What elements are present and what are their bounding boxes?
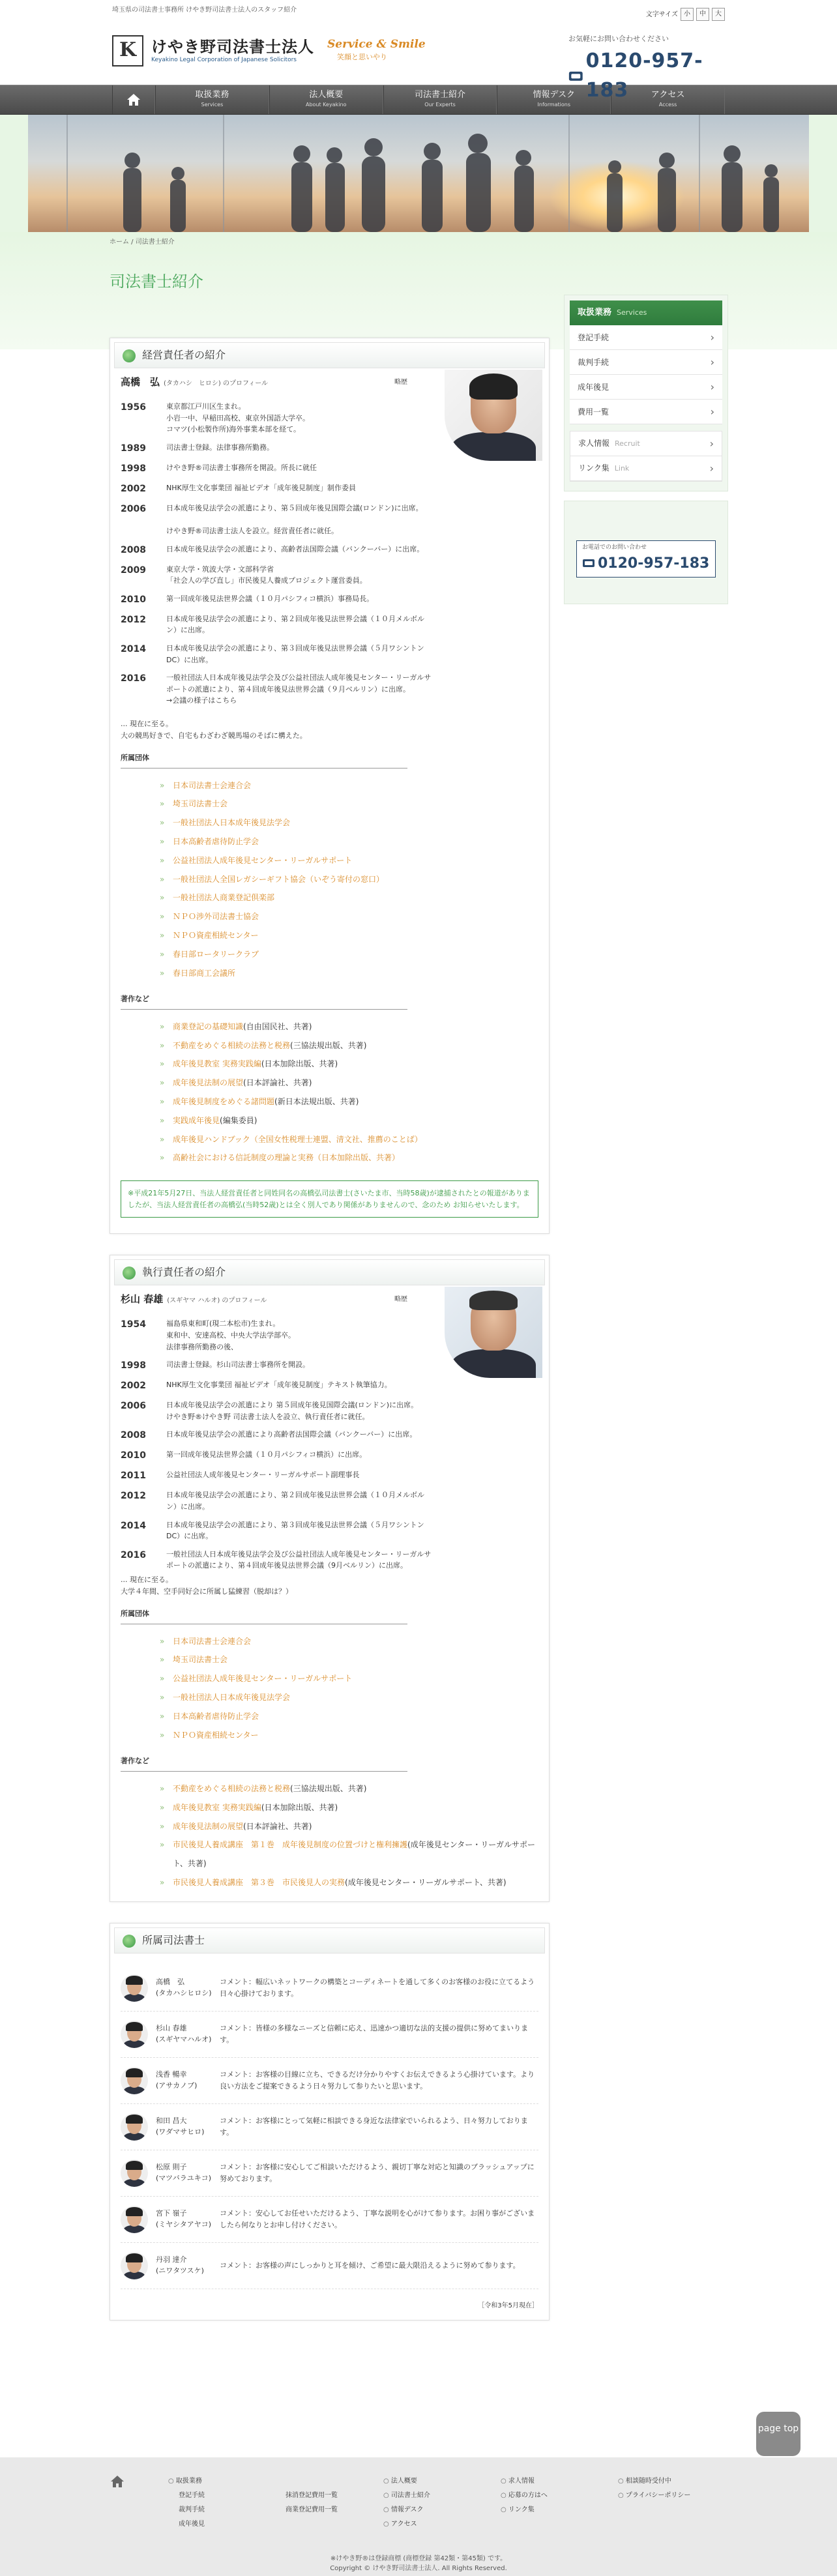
contact-label: お気軽にお問い合わせください [568,35,669,43]
breadcrumb[interactable]: ホーム / 司法書士紹介 [110,239,175,246]
pub-publisher: (三協法規出版、共著) [290,1783,367,1793]
staff-date: ［令和3年5月現在］ [478,2302,538,2309]
side-item-links[interactable]: リンク集 Link › [570,456,722,481]
timeline-text: NHK厚生文化事業団 福祉ビデオ「成年後見制度」テキスト執筆協力。 [166,1381,392,1390]
footer-link[interactable]: ○ 取扱業務 [168,2474,266,2489]
timeline-text: 一般社団法人日本成年後見法学会及び公益社団法人成年後見センター・リーガルサポートの派遣により、第４回成年後見法世界会議（９月ベルリン）に出席。 →会議の様子はこちら [166,673,432,705]
footer-link[interactable]: ○ 情報デスク [383,2503,481,2517]
pub-publisher: (成年後見センター・リーガルサポート、共著) [173,1840,535,1869]
nav-services[interactable]: 取扱業務 Services [155,85,269,114]
timeline-year: 2008 [121,1430,146,1441]
timeline-year: 2012 [121,614,146,625]
hero-banner [0,115,837,232]
staff-name [156,2116,214,2137]
pub-title[interactable]: 商業登記の基礎知識 [173,1021,244,1031]
nav-experts[interactable]: 司法書士紹介 Our Experts [383,85,497,114]
section-title: 所属司法書士 [114,1927,545,1954]
footer-link[interactable]: 商業登記費用一覧 [286,2506,338,2513]
timeline-text: 日本成年後見法学会の派遣により、第３回成年後見法世界会議（５月ワシントンDC）に出席。 [166,1520,424,1541]
staff-avatar [121,2113,148,2141]
org-item[interactable]: » 一般社団法人全国レガシーギフト協会（いぞう寄付の窓口） [160,870,538,889]
header-phone[interactable]: 0120-957-183 [568,46,725,105]
staff-reading: (マツバラユキコ) [156,2173,212,2182]
profile-photo [445,1287,542,1378]
staff-name [156,2162,214,2184]
org-item[interactable]: » 春日部ロータリークラブ [160,945,538,964]
footer-link[interactable]: ○ 法人概要 [383,2474,481,2489]
slogan-en: Service & Smile [327,38,426,51]
profile-brief-label: 略歴 [394,1296,407,1304]
profile-name: 杉山 春雄 [121,1293,164,1306]
footer-link[interactable]: ○ プライバシーポリシー [618,2489,722,2503]
pub-title[interactable]: 不動産をめぐる相続の法務と税務 [173,1040,291,1050]
pub-publisher: (成年後見センター・リーガルサポート、共著) [345,1877,507,1887]
pubs-label: 著作など [121,994,407,1010]
staff-comment: コメント：安心してお任せいただけるよう、丁寧な説明を心がけて参ります。お困り事がございましたら何なりとお申し付けください。 [220,2209,535,2229]
timeline-year: 2002 [121,1381,146,1392]
pub-publisher: (日本加除出版、共著) [261,1059,338,1069]
section-executive [110,1255,550,1901]
staff-name-text: 松原 則子 [156,2163,187,2172]
pub-item[interactable] [160,1798,538,1817]
staff-avatar [121,2067,148,2094]
staff-comment: コメント：皆様の多様なニーズと信頼に応え、迅速かつ適切な法的支援の提供に努めてまいります。 [220,2024,529,2044]
timeline-text: 司法書士登録。法律事務所勤務。 [166,443,274,452]
timeline-text: 日本成年後見法学会の派遣により高齢者法国際会議（バンクーバー）に出席。 [166,1430,417,1439]
timeline-year: 2016 [121,1549,146,1560]
timeline-text: 第一回成年後見法世界会議（１０月パシフィコ横浜）に出席。 [166,1450,367,1459]
pub-item[interactable] [160,1017,538,1036]
staff-row [121,2012,538,2058]
pub-title[interactable]: 成年後見法制の展望 [173,1078,244,1088]
side-item-registration[interactable]: 登記手続 › [570,325,722,350]
timeline-text: 日本成年後見法学会の派遣により、第２回成年後見法世界会議（１０月メルボルン）に出席。 [166,1491,424,1511]
timeline-text: 日本成年後見法学会の派遣により、第３回成年後見法世界会議（５月ワシントンDC）に出席。 [166,643,424,664]
staff-avatar [121,1974,148,2002]
site-name-en: Keyakino Legal Corporation of Japanese Solicitors [151,57,297,63]
staff-name-text: 浅香 暢幸 [156,2070,187,2079]
sidebar [564,295,728,604]
pub-title[interactable]: 市民後見人養成講座 第１巻 成年後見制度の位置づけと権利擁護 [173,1840,408,1850]
pub-item[interactable] [160,1092,538,1111]
org-item[interactable]: » ＮＰＯ渉外司法書士協会 [160,907,538,926]
profile-photo [445,370,542,461]
staff-reading: (ミヤシタアヤコ) [156,2219,212,2229]
page-title: 司法書士紹介 [110,272,203,291]
pub-item[interactable] [160,1130,538,1149]
timeline-year: 2014 [121,1520,146,1531]
nav-home[interactable] [112,85,155,114]
profile-note: ... 現在に至る。 大の競馬好きで、自宅もわざわざ競馬場のそばに構えた。 [121,719,307,740]
home-icon[interactable] [110,2474,125,2489]
staff-reading: (ワダマサヒロ) [156,2127,205,2136]
font-size-large-button[interactable]: 大 [712,8,725,21]
footer-link[interactable]: ○ 相談随時受付中 [618,2474,722,2489]
staff-row [121,1965,538,2012]
staff-row [121,2150,538,2197]
org-list [160,776,538,983]
staff-row [121,2197,538,2243]
timeline-text: 日本成年後見法学会の派遣により、高齢者法国際会議（バンクーバー）に出席。 [166,544,424,553]
timeline-text: 公益社団法人成年後見センター・リーガルサポート副理事長 [166,1471,360,1480]
footer-link[interactable]: 裁判手続 [179,2506,205,2513]
timeline-text: 日本成年後見法学会の派遣により、第５回成年後見国際会議(ロンドン)に出席。 けやき野®司法書士法人を設立。経営責任者に就任。 [166,503,423,535]
profile-name: 高橋 弘 [121,376,160,388]
staff-row [121,2104,538,2150]
org-item[interactable]: » 日本高齢者虐待防止学会 [160,1707,538,1726]
staff-reading: (ニワタツスケ) [156,2266,204,2275]
section-title: 執行責任者の紹介 [114,1259,545,1285]
timeline-text: 日本成年後見法学会の派遣により、第２回成年後見法世界会議（１０月メルボルン）に出席。 [166,614,424,635]
orgs-label: 所属団体 [121,753,407,768]
font-size-medium-button[interactable]: 中 [696,8,709,21]
footer-link[interactable]: 抹消登記費用一覧 [286,2492,338,2499]
org-item[interactable]: » 日本高齢者虐待防止学会 [160,832,538,851]
staff-list [114,1960,545,2294]
pub-title[interactable]: 成年後見法制の展望 [173,1821,244,1831]
staff-avatar [121,2159,148,2187]
hero-image [28,115,809,232]
staff-comment: コメント：幅広いネットワークの構築とコーディネートを通して多くのお客様のお役に立てるよう日々心掛けております。 [220,1978,535,1998]
timeline-text: けやき野®司法書士事務所を開設。所長に就任 [166,463,317,472]
pub-item[interactable] [160,1074,538,1092]
pub-title[interactable]: 成年後見ハンドブック（全国女性税理士連盟、清文社、推薦のことば） [173,1134,422,1144]
footer-link[interactable]: ○ リンク集 [501,2503,598,2517]
timeline-year: 1989 [121,443,146,454]
staff-name-text: 丹羽 達介 [156,2255,187,2264]
slogan-jp: 笑顔と思いやり [337,53,387,61]
footer-link[interactable]: ○ 司法書士紹介 [383,2489,481,2503]
side-item-guardian[interactable]: 成年後見 › [570,375,722,400]
font-size-small-button[interactable]: 小 [681,8,694,21]
org-list [160,1632,538,1745]
nav-info[interactable]: 情報デスク Informations [497,85,611,114]
section-title: 経営責任者の紹介 [114,342,545,368]
org-item[interactable]: » 一般社団法人日本成年後見法学会 [160,813,538,832]
timeline-year: 2002 [121,483,146,494]
site-name[interactable]: けやき野司法書士法人 [151,37,314,56]
org-item[interactable]: » 埼玉司法書士会 [160,795,538,813]
profile-reading: (スギヤマ ハルオ) のプロフィール [167,1297,267,1305]
side-item-court[interactable]: 裁判手続 › [570,350,722,375]
timeline-year: 1956 [121,402,146,413]
org-item[interactable]: » ＮＰＯ資産相続センター [160,926,538,945]
pub-title[interactable]: 成年後見制度をめぐる諸問題 [173,1097,275,1107]
nav-access[interactable]: アクセス Access [611,85,725,114]
staff-name-text: 杉山 春雄 [156,2024,187,2033]
staff-name [156,2070,214,2091]
org-item[interactable]: » 日本司法書士会連合会 [160,1632,538,1651]
staff-name [156,2208,214,2230]
timeline-year: 2006 [121,1401,146,1412]
timeline-text: NHK厚生文化事業団 福祉ビデオ「成年後見制度」制作委員 [166,483,356,492]
staff-row [121,2243,538,2289]
pub-title[interactable]: 高齢社会における信託制度の理論と実務（日本加除出版、共著） [173,1153,400,1163]
staff-comment: コメント：お客様にとって気軽に相談できる身近な法律家でいられるよう、日々努力しております。 [220,2116,528,2137]
nav-about[interactable]: 法人概要 About Keyakino [269,85,383,114]
org-item[interactable]: » 埼玉司法書士会 [160,1650,538,1669]
pub-title[interactable]: 不動産をめぐる相続の法務と税務 [173,1783,291,1793]
org-item[interactable]: » 公益社団法人成年後見センター・リーガルサポート [160,851,538,870]
home-icon [126,93,141,107]
pub-item[interactable] [160,1149,538,1167]
timeline-year: 1998 [121,463,146,474]
staff-avatar [121,2252,148,2279]
org-item[interactable]: » 一般社団法人日本成年後見法学会 [160,1688,538,1707]
staff-comment: コメント：お客様の目線に立ち、できるだけ分かりやすくお伝えできるよう心掛けています。より良い方法をご提案できるよう日々努力して参りたいと思います。 [220,2070,535,2090]
site-footer [0,2457,837,2576]
pub-list [160,1017,538,1167]
notice-box: ※平成21年5月27日、当法人経営責任者と同姓同名の高橋弘司法書士(さいたま市、当時58歳)が逮捕されたとの報道がありましたが、当法人経営責任者の高橋弘(当時52歳)とは全く別人であり関係がありませんので、念のため お知らせいたします。 [121,1180,538,1218]
pub-item[interactable] [160,1836,538,1873]
pub-publisher: (自由国民社、共著) [243,1021,312,1031]
pub-publisher: (日本評論社、共著) [243,1821,312,1831]
section-manager [110,338,550,1234]
staff-row [121,2058,538,2104]
timeline-text: 福島県東和町(現二本松市)生まれ。 東和中、安達高校、中央大学法学部卒。 法律事務所勤務の後、 [166,1319,295,1351]
staff-name-text: 宮下 嶺子 [156,2209,187,2218]
side-services-title: 取扱業務 Services [570,300,722,325]
pubs-label: 著作など [121,1756,407,1772]
timeline-text: 東京都江戸川区生まれ。 小岩一中、早稲田高校、東京外国語大学卒。 コマツ(小松製作所)海外事業本部を経て。 [166,402,310,434]
timeline-year: 2016 [121,673,146,684]
pub-publisher: (三協法規出版、共著) [290,1040,367,1050]
footer-link[interactable]: ○ アクセス [383,2517,481,2532]
staff-name [156,1977,214,1998]
timeline-text: 日本成年後見法学会の派遣により 第５回成年後見国際会議(ロンドン)に出席。 けやき野®けやき野 司法書士法人を設立、執行責任者に就任。 [166,1401,419,1421]
pub-publisher: (日本加除出版、共著) [261,1802,338,1812]
profile-reading: (タカハシ ヒロシ) のプロフィール [164,380,268,387]
org-item[interactable]: » 公益社団法人成年後見センター・リーガルサポート [160,1669,538,1688]
staff-reading: (アサカノブ) [156,2081,198,2090]
side-item-fees[interactable]: 費用一覧 › [570,400,722,424]
side-item-recruit[interactable]: 求人情報 Recruit › [570,432,722,456]
pub-title[interactable]: 成年後見教室 実務実践編 [173,1802,261,1812]
pub-list [160,1779,538,1892]
pub-item[interactable] [160,1111,538,1130]
pub-title[interactable]: 市民後見人養成講座 第３巻 市民後見人の実務 [173,1877,345,1887]
timeline-year: 2014 [121,643,146,654]
org-item[interactable]: » ＮＰＯ資産相続センター [160,1726,538,1745]
timeline-year: 2009 [121,564,146,576]
top-bar [0,0,837,17]
pub-publisher: (日本評論社、共著) [243,1078,312,1088]
tagline: 埼玉県の司法書士事務所 けやき野司法書士法人のスタッフ紹介 [112,7,297,14]
pub-publisher: (新日本法規出版、共著) [274,1097,359,1107]
pub-publisher: (編集委員) [220,1115,257,1125]
orgs-label: 所属団体 [121,1609,407,1624]
timeline-year: 2008 [121,544,146,555]
pub-title[interactable]: 実践成年後見 [173,1115,220,1125]
pub-item[interactable] [160,1873,538,1892]
font-size-label: 文字サイズ [645,10,678,18]
staff-name-text: 和田 昌大 [156,2116,187,2126]
header-contact [568,34,725,105]
staff-name [156,2255,214,2276]
pub-title[interactable]: 成年後見教室 実務実践編 [173,1059,261,1069]
timeline-year: 2006 [121,503,146,514]
timeline-text: 司法書士登録。杉山司法書士事務所を開設。 [166,1360,310,1369]
staff-reading: (タカハシヒロシ) [156,1988,212,1997]
section-staff [110,1923,550,2320]
timeline-year: 2010 [121,1450,146,1461]
copyright: Copyright © けやき野司法書士法人. All Rights Reserved. [330,2565,507,2572]
pub-item[interactable] [160,1036,538,1055]
timeline-text: 一般社団法人日本成年後見法学会及び公益社団法人成年後見センター・リーガルサポートの派遣により、第４回成年後見法世界会議（9月ベルリン）に出席。 [166,1549,432,1570]
pub-item[interactable] [160,1055,538,1074]
pub-item[interactable] [160,1779,538,1798]
side-phone[interactable]: お電話でのお問い合わせ 0120-957-183 [576,540,716,578]
timeline-year: 2012 [121,1491,146,1502]
phone-icon [568,68,583,83]
side-contact [564,501,728,604]
staff-avatar [121,2021,148,2048]
staff-reading: (スギヤマハルオ) [156,2034,212,2043]
staff-name-text: 高橋 弘 [156,1978,184,1987]
timeline-year: 2011 [121,1471,146,1482]
footer-link[interactable]: ○ 求人情報 [501,2474,598,2489]
org-item[interactable]: » 春日部商工会議所 [160,964,538,983]
page-top-button[interactable]: page top [756,2412,800,2456]
profile-note: ... 現在に至る。 大学４年間、空手同好会に所属し猛練習（脱却は？） [121,1575,293,1596]
staff-avatar [121,2206,148,2233]
staff-name [156,2023,214,2045]
footer-link[interactable]: 成年後見 [179,2521,205,2528]
main-content [110,338,550,2341]
timeline-text: 東京大学・筑波大学・文部科学省 「社会人の学び直し」市民後見人養成プロジェクト運営委員。 [166,564,367,585]
timeline-year: 1954 [121,1319,146,1330]
timeline-year: 1998 [121,1360,146,1371]
side-services [564,295,728,491]
footer-link[interactable]: ○ 応募の方はへ [501,2489,598,2503]
pub-item[interactable] [160,1817,538,1836]
trademark-note: ※けやき野®は登録商標 (商標登録 第42類・第45類) です。 [330,2555,507,2562]
org-item[interactable]: » 日本司法書士会連合会 [160,776,538,795]
logo-icon[interactable]: K [112,35,143,66]
phone-icon [582,558,595,568]
timeline-year: 2010 [121,594,146,605]
profile-brief-label: 略歴 [394,379,407,386]
staff-comment: コメント：お客様の声にしっかりと耳を傾け、ご希望に最大限沿えるように努めて参ります。 [220,2261,520,2270]
footer-link[interactable]: 登記手続 [179,2492,205,2499]
staff-comment: コメント：お客様に安心してご相談いただけるよう、親切丁寧な対応と知識のブラッシュアップに努めております。 [220,2163,535,2183]
org-item[interactable]: » 一般社団法人商業登記倶楽部 [160,888,538,907]
timeline-text: 第一回成年後見法世界会議（１０月パシフィコ横浜）事務局長。 [166,594,374,603]
